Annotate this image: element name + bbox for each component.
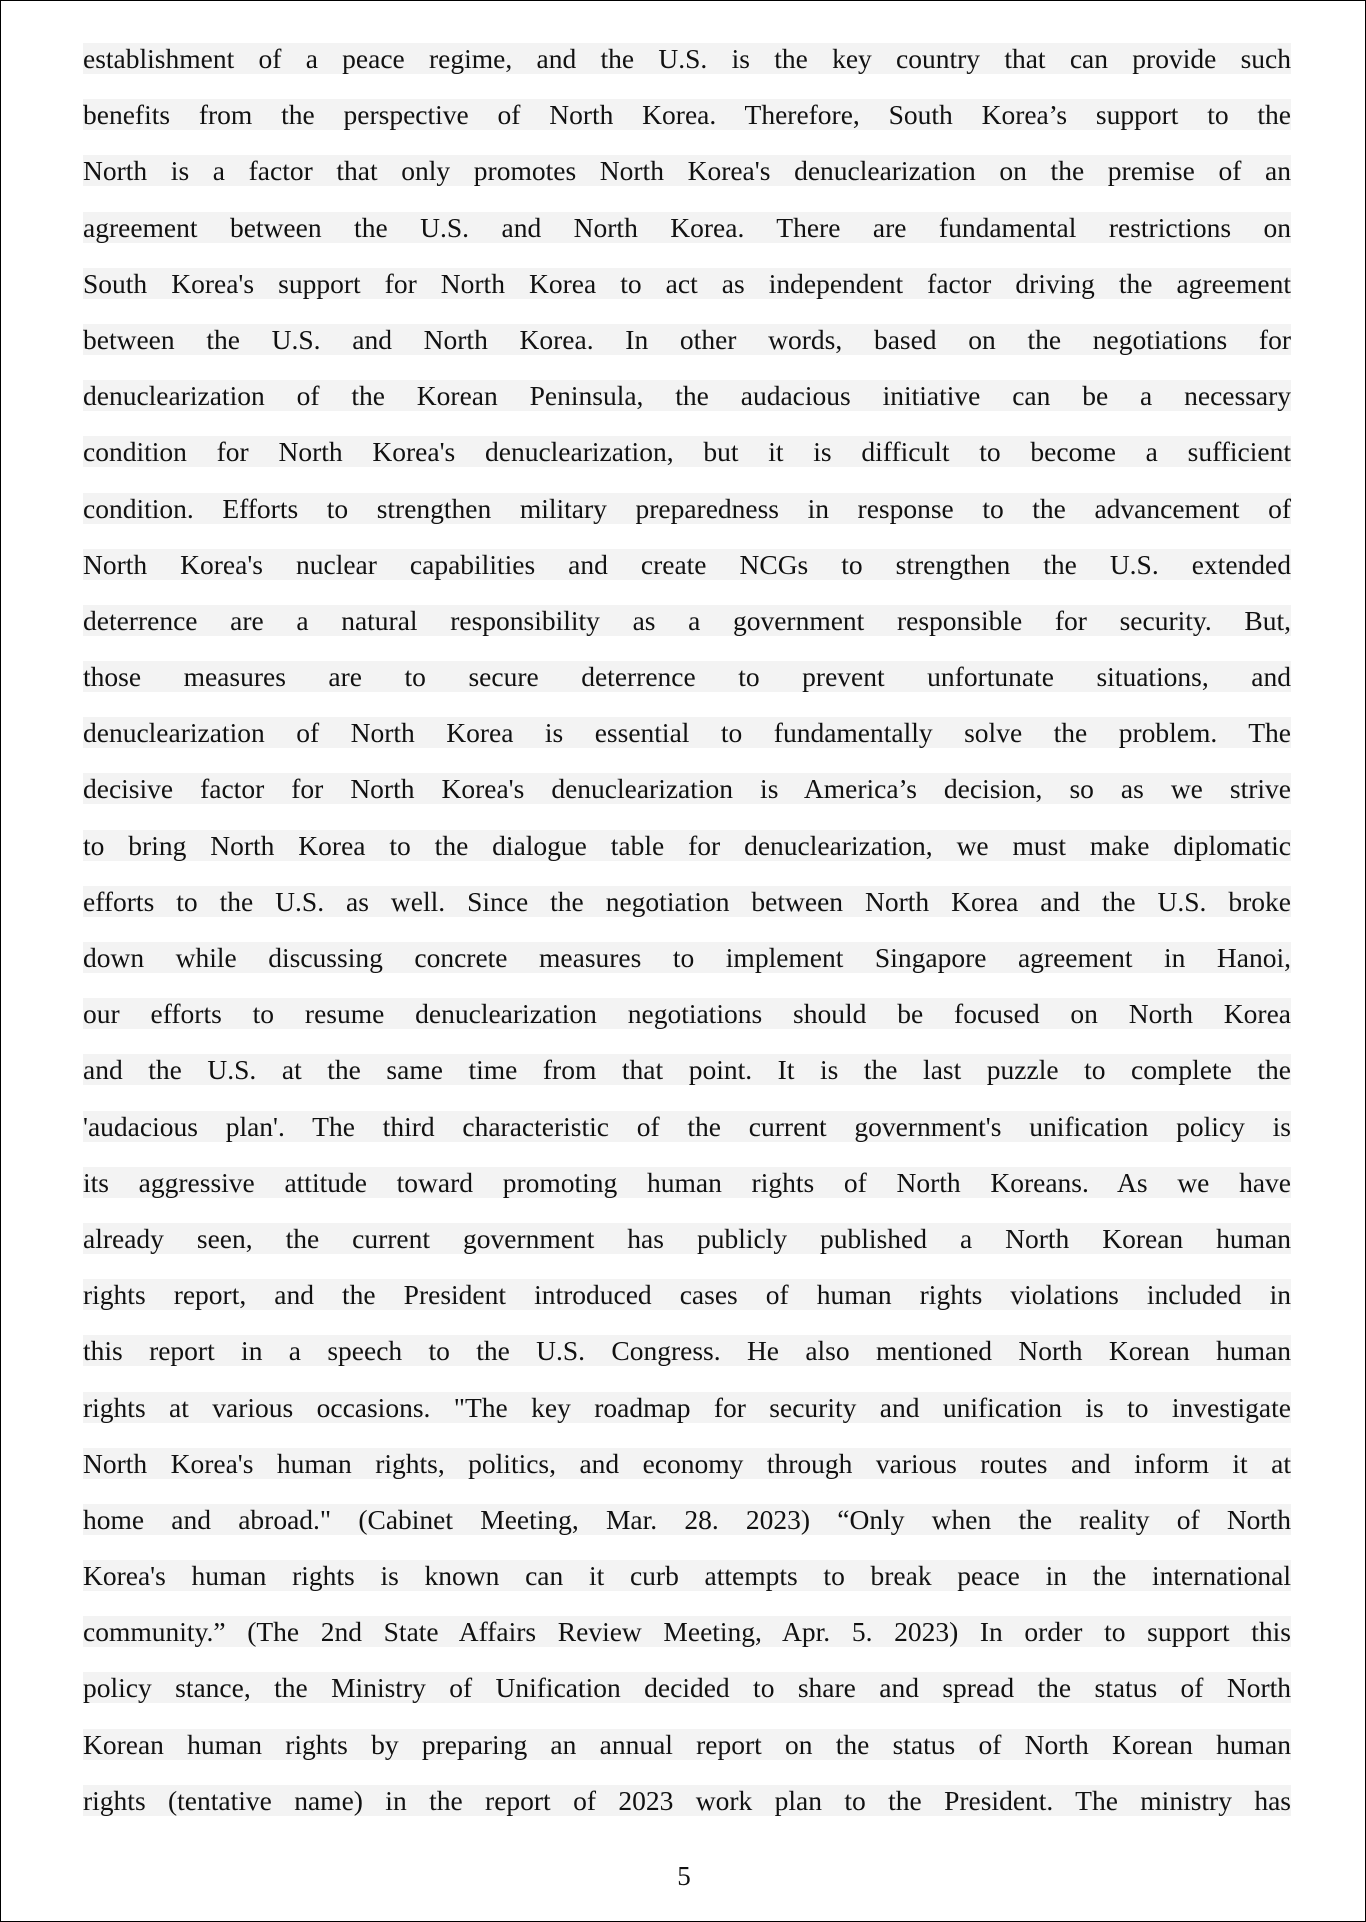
text-line: rights at various occasions. "The key roadmap for security and unification is to investigate — [83, 1391, 1291, 1423]
text-line: community.” (The 2nd State Affairs Review Meeting, Apr. 5. 2023) In order to support this — [83, 1616, 1291, 1648]
text-line: North Korea's nuclear capabilities and create NCGs to strengthen the U.S. extended — [83, 548, 1291, 580]
text-line: agreement between the U.S. and North Korea. There are fundamental restrictions on — [83, 211, 1291, 243]
text-line: between the U.S. and North Korea. In other words, based on the negotiations for — [83, 323, 1291, 355]
page-number: 5 — [677, 1861, 691, 1891]
text-line: rights report, and the President introduced cases of human rights violations included in — [83, 1279, 1291, 1311]
text-line: denuclearization of North Korea is essential to fundamentally solve the problem. The — [83, 717, 1291, 749]
text-line: denuclearization of the Korean Peninsula, the audacious initiative can be a necessary — [83, 380, 1291, 412]
text-line: establishment of a peace regime, and the U.S. is the key country that can provide such — [83, 43, 1291, 74]
text-line: 'audacious plan'. The third characteristic of the current government's unification policy is — [83, 1110, 1291, 1142]
text-line: condition. Efforts to strengthen military preparedness in response to the advancement of — [83, 492, 1291, 524]
text-line: policy stance, the Ministry of Unification decided to share and spread the status of North — [83, 1672, 1291, 1704]
text-line: South Korea's support for North Korea to act as independent factor driving the agreement — [83, 267, 1291, 299]
text-line: decisive factor for North Korea's denuclearization is America’s decision, so as we strive — [83, 773, 1291, 805]
text-line: rights (tentative name) in the report of 2023 work plan to the President. The ministry has — [83, 1784, 1291, 1816]
text-line: down while discussing concrete measures to implement Singapore agreement in Hanoi, — [83, 942, 1291, 973]
text-line: home and abroad." (Cabinet Meeting, Mar. 28. 2023) “Only when the reality of North — [83, 1503, 1291, 1535]
text-line: Korean human rights by preparing an annual report on the status of North Korean human — [83, 1728, 1291, 1760]
text-line: deterrence are a natural responsibility as a government responsible for security. But, — [83, 604, 1291, 636]
text-line: its aggressive attitude toward promoting human rights of North Koreans. As we have — [83, 1166, 1291, 1198]
text-line: and the U.S. at the same time from that point. It is the last puzzle to complete the — [83, 1054, 1291, 1086]
text-line: North Korea's human rights, politics, and economy through various routes and inform it at — [83, 1447, 1291, 1479]
text-line: already seen, the current government has publicly published a North Korean human — [83, 1222, 1291, 1254]
text-line: this report in a speech to the U.S. Congress. He also mentioned North Korean human — [83, 1335, 1291, 1367]
text-line: to bring North Korea to the dialogue table for denuclearization, we must make diplomatic — [83, 829, 1291, 861]
text-line: efforts to the U.S. as well. Since the negotiation between North Korea and the U.S. broke — [83, 885, 1291, 917]
body-paragraph — [83, 31, 1291, 1829]
text-line: condition for North Korea's denuclearization, but it is difficult to become a sufficient — [83, 436, 1291, 468]
text-line: Korea's human rights is known can it curb attempts to break peace in the international — [83, 1560, 1291, 1592]
text-line: North is a factor that only promotes North Korea's denuclearization on the premise of an — [83, 155, 1291, 187]
text-line: those measures are to secure deterrence to prevent unfortunate situations, and — [83, 661, 1291, 693]
text-line: our efforts to resume denuclearization negotiations should be focused on North Korea — [83, 998, 1291, 1030]
text-line: benefits from the perspective of North Korea. Therefore, South Korea’s support to the — [83, 99, 1291, 131]
